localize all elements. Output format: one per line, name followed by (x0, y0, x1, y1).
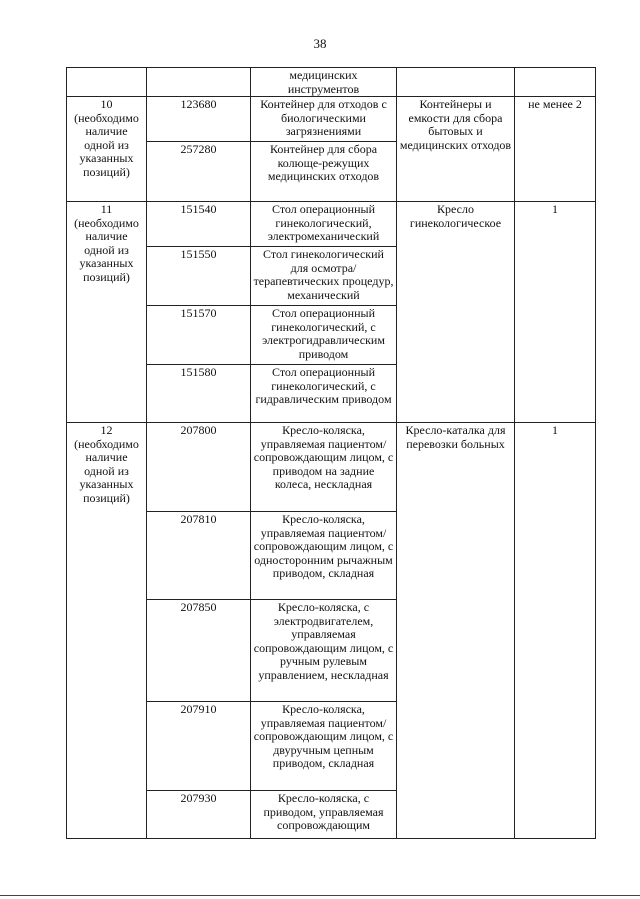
equipment-name-cell: Кресло-каталка для перевозки больных (397, 423, 515, 839)
code-cell: 207930 (147, 791, 251, 839)
description-cell: Контейнер для сбора колюще-режущих медицинских отходов (251, 142, 397, 202)
description-cell: Кресло-коляска, управляемая пациентом/ сопровождающим лицом, с односторонним рычажным приводом, складная (251, 512, 397, 600)
code-cell: 151570 (147, 306, 251, 365)
code-cell: 151550 (147, 247, 251, 306)
description-cell: Контейнер для отходов с биологическими загрязнениями (251, 97, 397, 142)
item-number-cell (67, 68, 147, 97)
item-number-cell: 11 (необходимо наличие одной из указанных позиций) (67, 202, 147, 423)
description-cell: Кресло-коляска, управляемая пациентом/ сопровождающим лицом, с двуручным цепным приводом, складная (251, 702, 397, 791)
code-cell: 123680 (147, 97, 251, 142)
equipment-name-cell: Контейнеры и емкости для сбора бытовых и медицинских отходов (397, 97, 515, 202)
page-bottom-edge (0, 895, 640, 896)
table-row (67, 202, 596, 247)
description-cell: Стол операционный гинекологический, электромеханический (251, 202, 397, 247)
table-row (67, 423, 596, 512)
code-cell: 257280 (147, 142, 251, 202)
quantity-cell: не менее 2 (515, 97, 596, 202)
table-row (67, 68, 596, 97)
description-cell: Стол операционный гинекологический, с гидравлическим приводом (251, 365, 397, 423)
code-cell: 207910 (147, 702, 251, 791)
code-cell: 151540 (147, 202, 251, 247)
description-cell: медицинских инструментов (251, 68, 397, 97)
quantity-cell: 1 (515, 202, 596, 423)
equipment-name-cell (397, 68, 515, 97)
quantity-cell: 1 (515, 423, 596, 839)
equipment-table (66, 67, 596, 839)
description-cell: Кресло-коляска, с приводом, управляемая сопровождающим (251, 791, 397, 839)
equipment-name-cell: Кресло гинекологическое (397, 202, 515, 423)
code-cell: 151580 (147, 365, 251, 423)
table-row (67, 97, 596, 142)
page-number: 38 (313, 36, 327, 51)
code-cell: 207850 (147, 600, 251, 702)
code-cell: 207800 (147, 423, 251, 512)
item-number-cell: 12 (необходимо наличие одной из указанных позиций) (67, 423, 147, 839)
description-cell: Стол операционный гинекологический, с электрогидравлическим приводом (251, 306, 397, 365)
description-cell: Кресло-коляска, управляемая пациентом/ сопровождающим лицом, с приводом на задние колеса, нескладная (251, 423, 397, 512)
code-cell: 207810 (147, 512, 251, 600)
item-number-cell: 10 (необходимо наличие одной из указанных позиций) (67, 97, 147, 202)
description-cell: Кресло-коляска, с электродвигателем, управляемая сопровождающим лицом, с ручным рулевым управлением, нескладная (251, 600, 397, 702)
code-cell (147, 68, 251, 97)
quantity-cell (515, 68, 596, 97)
description-cell: Стол гинекологический для осмотра/ терапевтических процедур, механический (251, 247, 397, 306)
